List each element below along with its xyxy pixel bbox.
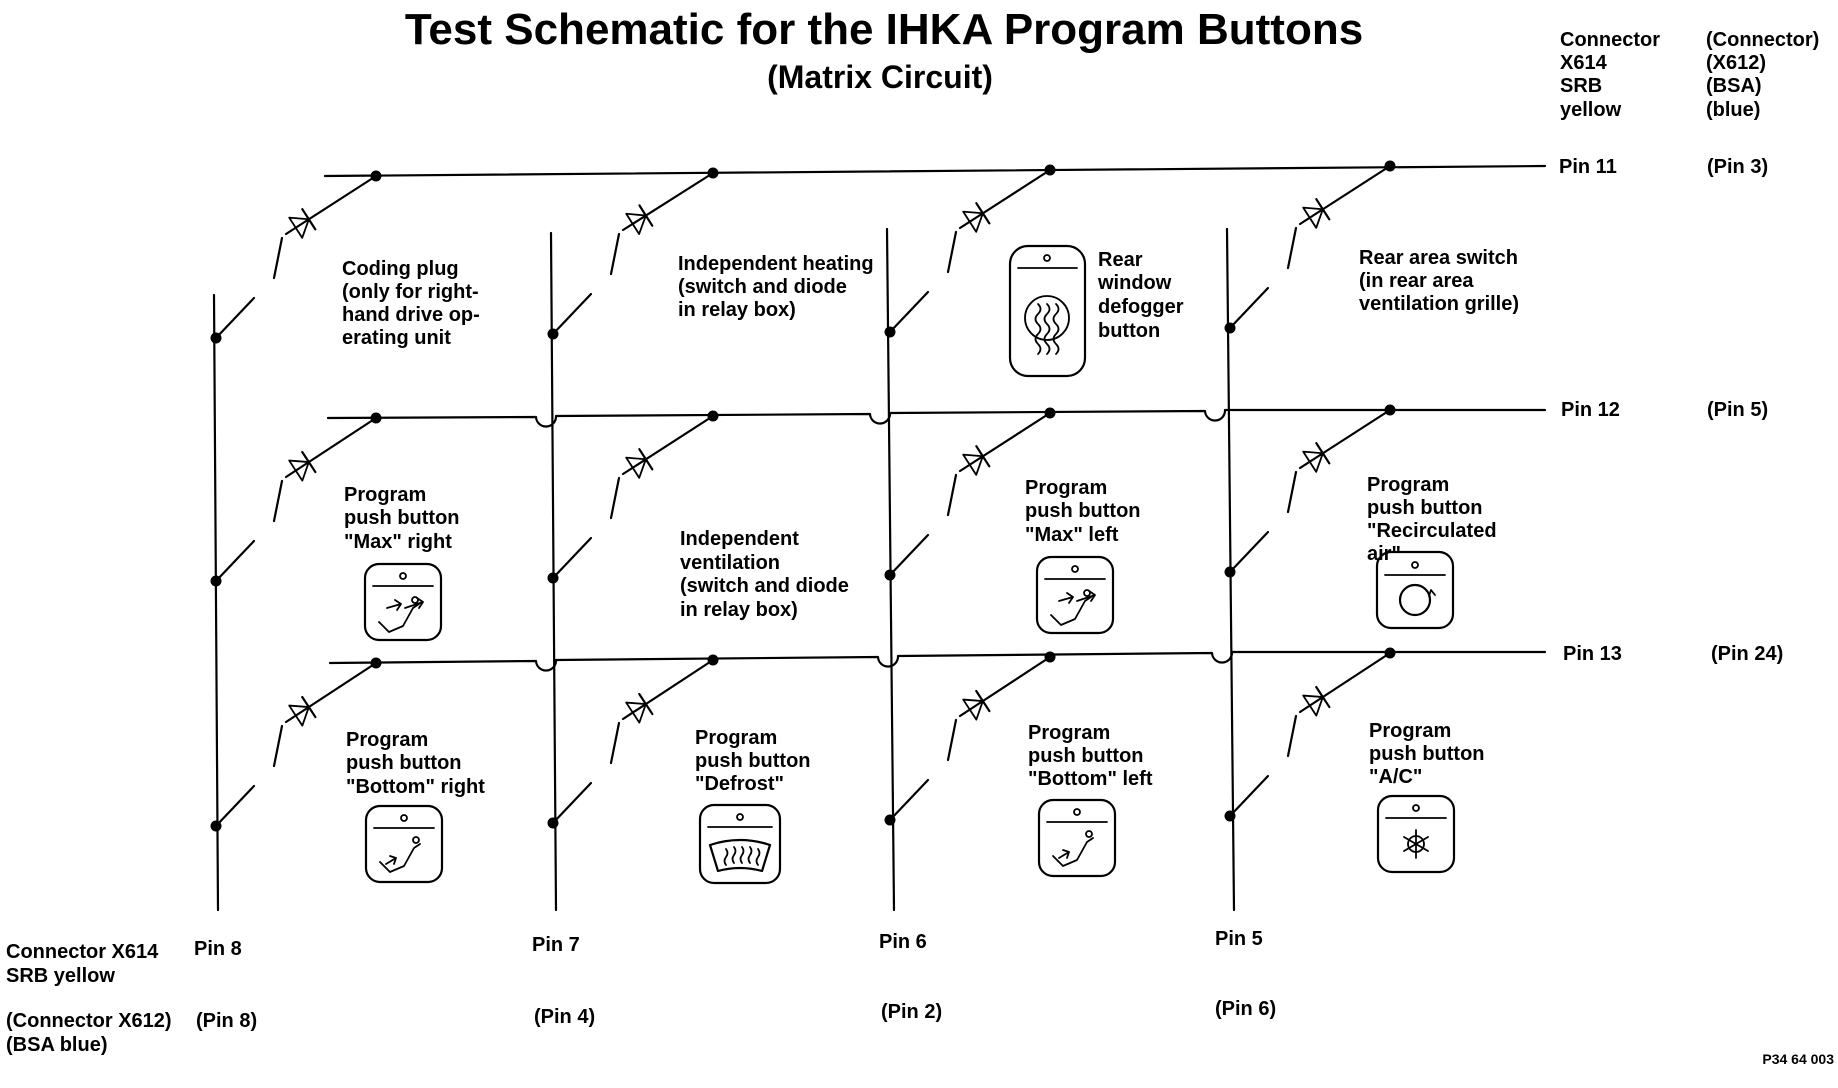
- cell-label-line: in relay box): [680, 599, 798, 621]
- switch-arm: [890, 535, 928, 575]
- cell-label-line: push button: [1025, 500, 1141, 522]
- max-airflow-icon: [365, 564, 441, 640]
- cell-label-line: push button: [346, 752, 462, 774]
- header-x612-line: (X612): [1706, 52, 1767, 74]
- switch-lead: [1288, 716, 1296, 756]
- cell-label-line: Coding plug: [342, 258, 459, 280]
- cell-label-line: push button: [1369, 743, 1485, 765]
- cell-label-line: defogger: [1098, 296, 1184, 318]
- defrost-icon: [700, 805, 780, 883]
- column-alt-pin-label: (Pin 6): [1215, 998, 1277, 1020]
- switch-arm: [553, 538, 591, 578]
- diode-wire: [960, 657, 1050, 716]
- bottom-x612-line: (Connector X612): [6, 1010, 172, 1032]
- column-pin-label: Pin 8: [194, 938, 242, 960]
- header-x612-line: (BSA): [1706, 75, 1762, 97]
- cell-label-line: Program: [344, 484, 427, 506]
- cell-label-line: ventilation: [680, 552, 781, 574]
- cell-label-line: push button: [1028, 745, 1144, 767]
- cell-label-line: (switch and diode: [678, 276, 847, 298]
- cell-label-line: air": [1367, 543, 1401, 565]
- cell-label-independent-ventilation: [680, 528, 849, 621]
- row-line-pin13: [330, 652, 1545, 671]
- cell-label-line: Program: [346, 729, 429, 751]
- cell-label-line: window: [1098, 272, 1172, 294]
- column-pin-label: Pin 5: [1215, 928, 1263, 950]
- header-x614-line: SRB: [1560, 75, 1603, 97]
- cell-label-line: "Max" right: [344, 531, 452, 553]
- bottom-x614-line: Connector X614: [6, 941, 159, 963]
- cell-label-line: ventilation grille): [1359, 293, 1520, 315]
- cell-label-line: (switch and diode: [680, 575, 849, 597]
- diode-wire: [1300, 166, 1390, 224]
- switch-arm: [216, 298, 254, 338]
- switch-lead: [948, 720, 956, 760]
- row-bus-lines: [325, 166, 1545, 671]
- column-line-pin8: [214, 295, 218, 910]
- cell-label-line: erating unit: [342, 327, 451, 349]
- cell-label-line: Program: [1028, 722, 1111, 744]
- column-pin-labels: [194, 928, 1276, 1032]
- cell-label-line: "Recirculated: [1367, 520, 1497, 542]
- cell-label-line: hand drive op-: [342, 304, 480, 326]
- cell-label-max-left: [1025, 477, 1141, 546]
- cell-label-line: push button: [1367, 497, 1483, 519]
- cell-label-rear-window-defogger: [1097, 249, 1184, 342]
- cell-label-line: Program: [1369, 720, 1452, 742]
- rear-defogger-icon: [1010, 246, 1085, 376]
- connector-bottom-labels: [6, 941, 172, 1056]
- cell-label-line: push button: [695, 750, 811, 772]
- cell-label-rear-area-switch: [1359, 247, 1519, 315]
- cell-labels: [342, 247, 1519, 798]
- header-x614-line: Connector: [1560, 29, 1660, 51]
- bottom-x614-line: SRB yellow: [6, 965, 115, 987]
- cell-switch-diode: [885, 165, 1056, 338]
- cell-label-line: "A/C": [1369, 766, 1423, 788]
- diode-wire: [286, 418, 376, 477]
- cell-label-bottom-left: [1028, 722, 1153, 790]
- figure-code: P34 64 003: [1762, 1051, 1834, 1067]
- row-line-pin11: [325, 166, 1545, 176]
- header-x614-line: yellow: [1560, 99, 1622, 121]
- cell-label-max-right: [344, 484, 460, 553]
- header-x612-line: (blue): [1706, 99, 1761, 121]
- cell-label-line: Independent heating: [678, 253, 874, 275]
- header-x614-line: X614: [1560, 52, 1607, 74]
- diode-wire: [623, 660, 713, 719]
- cell-label-independent-heating: [678, 253, 874, 321]
- cell-label-line: Rear: [1098, 249, 1143, 271]
- switch-lead: [948, 232, 956, 272]
- cell-label-line: "Bottom" left: [1028, 768, 1153, 790]
- cell-label-defrost: [695, 727, 811, 795]
- row-pin-label: Pin 13: [1563, 643, 1622, 665]
- diode-wire: [1300, 653, 1390, 712]
- switch-lead: [1288, 472, 1296, 512]
- page-title: Test Schematic for the IHKA Program Buttons: [404, 5, 1364, 54]
- switch-lead: [1288, 228, 1296, 268]
- diode-wire: [960, 413, 1050, 471]
- cell-label-line: Program: [1025, 477, 1108, 499]
- switch-lead: [274, 481, 282, 521]
- switch-lead: [611, 478, 619, 518]
- switch-arm: [553, 294, 591, 334]
- max-airflow-icon: [1037, 557, 1113, 633]
- connector-x614-header: [1560, 29, 1660, 121]
- diode-wire: [1300, 410, 1390, 468]
- cell-label-line: button: [1098, 320, 1161, 342]
- cell-label-line: in relay box): [678, 299, 796, 321]
- switch-arm: [1230, 532, 1268, 572]
- diode-wire: [623, 173, 713, 230]
- switch-arm: [216, 786, 254, 826]
- diode-wire: [286, 176, 376, 234]
- column-alt-pin-label: (Pin 4): [534, 1006, 596, 1028]
- row-pin-label: Pin 12: [1561, 399, 1620, 421]
- diode-wire: [960, 170, 1050, 228]
- switch-arm: [1230, 776, 1268, 816]
- switch-arm: [216, 541, 254, 581]
- cell-label-line: Independent: [680, 528, 799, 550]
- row-alt-pin-label: (Pin 3): [1707, 156, 1769, 178]
- cell-label-line: "Max" left: [1025, 524, 1119, 546]
- cell-label-line: "Bottom" right: [346, 776, 485, 798]
- page-subtitle: (Matrix Circuit): [767, 59, 993, 95]
- switch-lead: [274, 238, 282, 278]
- connector-x612-header: [1706, 29, 1819, 121]
- cell-label-line: Program: [1367, 474, 1450, 496]
- cell-label-line: (in rear area: [1359, 270, 1474, 292]
- cell-label-coding-plug: [342, 258, 480, 349]
- switch-lead: [611, 234, 619, 274]
- row-line-pin12: [328, 410, 1545, 427]
- footwell-icon: [1039, 800, 1115, 876]
- row-pin-label: Pin 11: [1559, 156, 1617, 178]
- diode-wire: [286, 663, 376, 722]
- row-alt-pin-label: (Pin 24): [1711, 643, 1784, 665]
- column-pin-label: Pin 7: [532, 934, 580, 956]
- switch-lead: [274, 726, 282, 766]
- switch-lead: [611, 723, 619, 763]
- cell-label-bottom-right: [346, 729, 485, 798]
- cell-label-line: push button: [344, 507, 460, 529]
- bottom-x612-line: (BSA blue): [6, 1034, 108, 1056]
- snowflake-icon: [1378, 796, 1454, 872]
- column-pin-label: Pin 6: [879, 931, 927, 953]
- cell-label-ac: [1369, 720, 1485, 788]
- row-alt-pin-label: (Pin 5): [1707, 399, 1769, 421]
- cell-label-line: Rear area switch: [1359, 247, 1518, 269]
- switch-lead: [948, 475, 956, 515]
- cell-label-line: Program: [695, 727, 778, 749]
- diode-wire: [623, 416, 713, 474]
- footwell-icon: [366, 806, 442, 882]
- header-x612-line: (Connector): [1706, 29, 1820, 51]
- switch-arm: [890, 780, 928, 820]
- row-pin-labels: [1559, 156, 1783, 665]
- switch-arm: [890, 292, 928, 332]
- cell-switch-diode: [548, 655, 719, 829]
- column-alt-pin-label: (Pin 8): [196, 1010, 258, 1032]
- switch-arm: [1230, 288, 1268, 328]
- cell-label-line: "Defrost": [695, 773, 784, 795]
- cell-label-line: (only for right-: [342, 281, 479, 303]
- column-alt-pin-label: (Pin 2): [881, 1001, 943, 1023]
- switch-arm: [553, 783, 591, 823]
